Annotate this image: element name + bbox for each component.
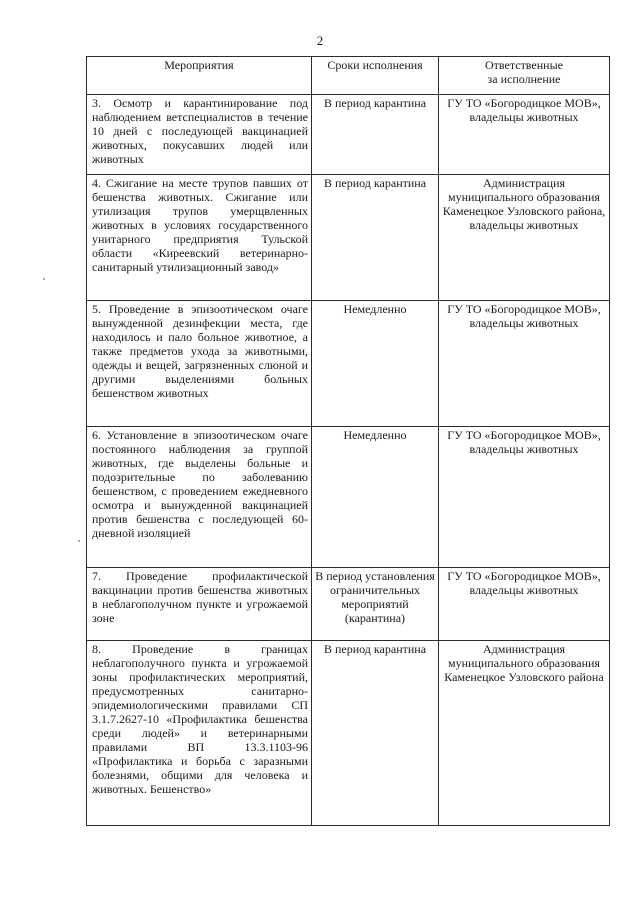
row-measure: 8. Проведение в границах неблагополучного пункта и угрожаемой зоны профилактических мероприятий, предусмотренных санитарно-эпидемиологическими правилами СП 3.1.7.2627-10 «Профилактика бешенства среди людей» и ветеринарными правилами ВП 13.3.1103-96 «Профилактика и борьба с заразными болезнями, общими для человека и животных. Бешенство» [87, 641, 312, 826]
row-term: В период карантина [312, 175, 439, 301]
row-term: Немедленно [312, 427, 439, 568]
measures-table [86, 56, 610, 826]
scan-speck [78, 540, 80, 542]
row-measure: 4. Сжигание на месте трупов павших от бешенства животных. Сжигание или утилизация трупов умерщвленных животных в условиях государственного унитарного предприятия Тульской области «Киреевский ветеринарно-санитарный утилизационный завод» [87, 175, 312, 301]
row-responsible: Администрация муниципального образования Каменецкое Узловского района [439, 641, 610, 826]
row-term: В период установления ограничительных мероприятий (карантина) [312, 568, 439, 641]
table-row [87, 301, 610, 427]
row-term: В период карантина [312, 95, 439, 175]
page-number: 2 [316, 33, 324, 48]
row-measure: 5. Проведение в эпизоотическом очаге вынужденной дезинфекции места, где находилось и пало больное животное, а также предметов ухода за животными, одежды и вещей, загрязненных слюной и другими выделениями больных бешенством животных [87, 301, 312, 427]
header-terms: Сроки исполнения [312, 57, 439, 95]
table-row [87, 568, 610, 641]
header-responsible-line1: Ответственные [485, 58, 563, 72]
row-responsible: ГУ ТО «Богородицкое МОВ», владельцы животных [439, 95, 610, 175]
row-responsible: ГУ ТО «Богородицкое МОВ», владельцы животных [439, 301, 610, 427]
row-measure: 3. Осмотр и карантинирование под наблюдением ветспециалистов в течение 10 дней с последующей вакцинацией животных, покусавших людей или животных [87, 95, 312, 175]
table-row [87, 95, 610, 175]
row-measure: 6. Установление в эпизоотическом очаге постоянного наблюдения за группой животных, где выделены больные и подозрительные по заболеванию бешенством, с проведением ежедневного осмотра и вынужденной вакцинацией против бешенства с последующей 60-дневной изоляцией [87, 427, 312, 568]
row-responsible: ГУ ТО «Богородицкое МОВ», владельцы животных [439, 427, 610, 568]
header-responsible [439, 57, 610, 95]
row-responsible: Администрация муниципального образования Каменецкое Узловского района, владельцы животных [439, 175, 610, 301]
table-row [87, 175, 610, 301]
scan-speck [43, 278, 45, 280]
row-measure: 7. Проведение профилактической вакцинации против бешенства животных в неблагополучном пункте и угрожаемой зоне [87, 568, 312, 641]
header-measures: Мероприятия [87, 57, 312, 95]
row-responsible: ГУ ТО «Богородицкое МОВ», владельцы животных [439, 568, 610, 641]
row-term: Немедленно [312, 301, 439, 427]
table-header-row [87, 57, 610, 95]
header-responsible-line2: за исполнение [487, 72, 561, 86]
table-row [87, 427, 610, 568]
row-term: В период карантина [312, 641, 439, 826]
table-row [87, 641, 610, 826]
